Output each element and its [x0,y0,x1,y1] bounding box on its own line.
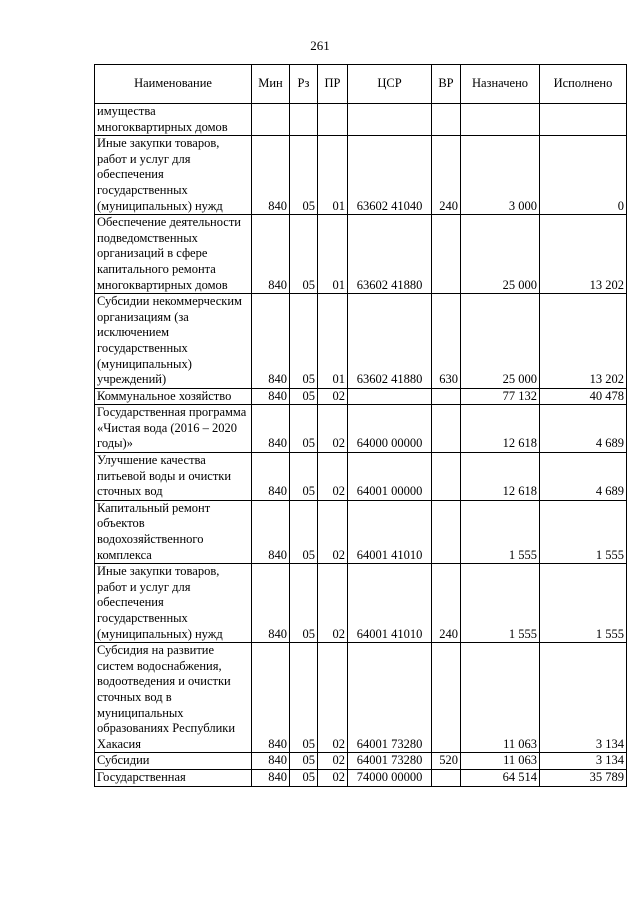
cell-name: имущества многоквартирных домов [95,104,252,136]
cell-rz [290,104,318,136]
table-row [95,500,627,563]
cell-pr: 01 [318,294,348,389]
cell-rz: 05 [290,564,318,643]
cell-pr [318,104,348,136]
cell-min: 840 [252,215,290,294]
header-rz: Рз [290,65,318,104]
cell-pr: 01 [318,215,348,294]
cell-vr: 520 [432,753,461,770]
cell-vr [432,500,461,563]
cell-assigned: 12 618 [461,453,540,501]
cell-csr: 64001 41010 [348,564,432,643]
table-row [95,405,627,453]
cell-rz: 05 [290,753,318,770]
cell-vr [432,104,461,136]
table-row [95,388,627,405]
cell-executed: 4 689 [540,453,627,501]
cell-pr: 02 [318,753,348,770]
page-number: 261 [310,38,330,53]
cell-vr [432,643,461,753]
header-assigned: Назначено [461,65,540,104]
cell-executed: 1 555 [540,500,627,563]
cell-csr: 64000 00000 [348,405,432,453]
cell-csr: 63602 41040 [348,136,432,215]
cell-pr: 02 [318,500,348,563]
cell-assigned: 77 132 [461,388,540,405]
cell-pr: 02 [318,769,348,786]
table-row [95,769,627,786]
cell-rz: 05 [290,453,318,501]
cell-name: Государственная [95,769,252,786]
cell-csr [348,388,432,405]
cell-assigned: 1 555 [461,500,540,563]
cell-vr [432,769,461,786]
cell-rz: 05 [290,769,318,786]
cell-min: 840 [252,769,290,786]
cell-pr: 02 [318,388,348,405]
table-row [95,136,627,215]
cell-min: 840 [252,136,290,215]
cell-name: Обеспечение деятельности подведомственных организаций в сфере капитального ремонта многоквартирных домов [95,215,252,294]
table-row [95,294,627,389]
cell-assigned: 11 063 [461,753,540,770]
cell-assigned: 12 618 [461,405,540,453]
cell-rz: 05 [290,500,318,563]
cell-min: 840 [252,643,290,753]
cell-min: 840 [252,564,290,643]
table-row [95,453,627,501]
header-csr: ЦСР [348,65,432,104]
cell-name: Государственная программа «Чистая вода (2016 – 2020 годы)» [95,405,252,453]
cell-vr [432,215,461,294]
cell-min: 840 [252,294,290,389]
cell-rz: 05 [290,405,318,453]
cell-name: Субсидии [95,753,252,770]
cell-name: Коммунальное хозяйство [95,388,252,405]
cell-executed: 13 202 [540,294,627,389]
cell-vr: 240 [432,564,461,643]
budget-table [94,64,627,787]
cell-assigned [461,104,540,136]
cell-assigned: 1 555 [461,564,540,643]
header-name: Наименование [95,65,252,104]
cell-min: 840 [252,388,290,405]
cell-vr [432,405,461,453]
cell-csr [348,104,432,136]
cell-assigned: 25 000 [461,215,540,294]
table-row [95,215,627,294]
cell-min: 840 [252,500,290,563]
cell-pr: 02 [318,564,348,643]
cell-name: Субсидии некоммерческим организациям (за исключением государственных (муниципальных) учреждений) [95,294,252,389]
cell-executed: 1 555 [540,564,627,643]
cell-assigned: 3 000 [461,136,540,215]
header-pr: ПР [318,65,348,104]
cell-executed: 4 689 [540,405,627,453]
table-row [95,564,627,643]
cell-executed [540,104,627,136]
cell-csr: 64001 00000 [348,453,432,501]
cell-csr: 64001 73280 [348,753,432,770]
cell-min: 840 [252,453,290,501]
cell-assigned: 64 514 [461,769,540,786]
cell-rz: 05 [290,388,318,405]
cell-name: Капитальный ремонт объектов водохозяйственного комплекса [95,500,252,563]
header-vr: ВР [432,65,461,104]
cell-pr: 02 [318,643,348,753]
cell-name: Иные закупки товаров, работ и услуг для обеспечения государственных (муниципальных) нужд [95,564,252,643]
cell-executed: 35 789 [540,769,627,786]
table-row [95,753,627,770]
cell-csr: 74000 00000 [348,769,432,786]
header-executed: Исполнено [540,65,627,104]
table-row [95,643,627,753]
cell-rz: 05 [290,294,318,389]
cell-executed: 0 [540,136,627,215]
cell-executed: 3 134 [540,753,627,770]
cell-assigned: 25 000 [461,294,540,389]
cell-vr [432,453,461,501]
cell-vr: 240 [432,136,461,215]
cell-rz: 05 [290,215,318,294]
cell-csr: 64001 73280 [348,643,432,753]
cell-executed: 13 202 [540,215,627,294]
cell-csr: 64001 41010 [348,500,432,563]
cell-csr: 63602 41880 [348,215,432,294]
table-row [95,104,627,136]
cell-rz: 05 [290,136,318,215]
cell-min: 840 [252,753,290,770]
cell-min [252,104,290,136]
cell-min: 840 [252,405,290,453]
cell-pr: 02 [318,453,348,501]
cell-vr: 630 [432,294,461,389]
cell-name: Улучшение качества питьевой воды и очистки сточных вод [95,453,252,501]
cell-name: Иные закупки товаров, работ и услуг для обеспечения государственных (муниципальных) нужд [95,136,252,215]
cell-executed: 3 134 [540,643,627,753]
header-min: Мин [252,65,290,104]
cell-pr: 01 [318,136,348,215]
cell-pr: 02 [318,405,348,453]
cell-csr: 63602 41880 [348,294,432,389]
cell-rz: 05 [290,643,318,753]
cell-executed: 40 478 [540,388,627,405]
cell-name: Субсидия на развитие систем водоснабжения, водоотведения и очистки сточных вод в муниципальных образованиях Республики Хакасия [95,643,252,753]
table-header-row [95,65,627,104]
cell-vr [432,388,461,405]
cell-assigned: 11 063 [461,643,540,753]
